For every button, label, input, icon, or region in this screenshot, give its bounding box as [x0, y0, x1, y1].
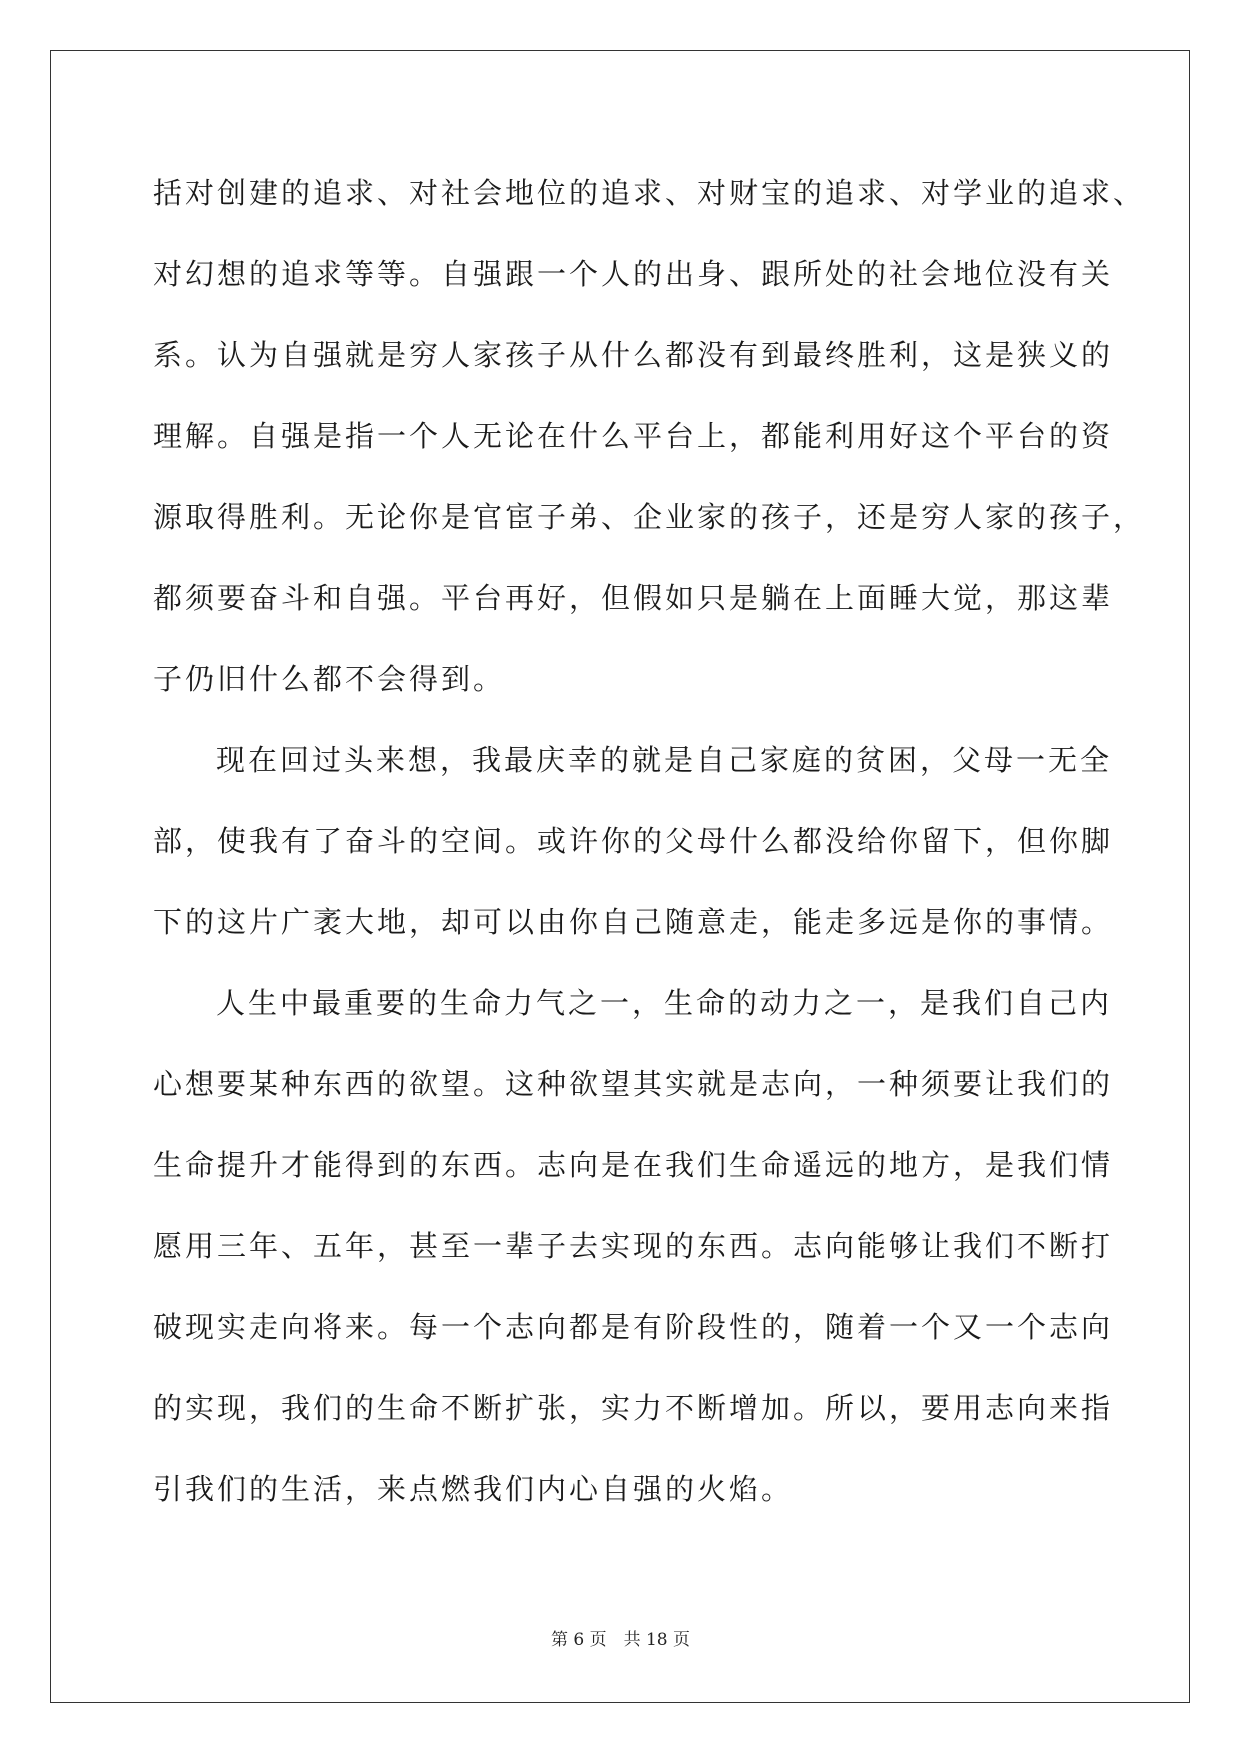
paragraph-2	[153, 732, 1114, 975]
text-line: 理解。自强是指一个人无论在什么平台上，都能利用好这个平台的资	[153, 419, 1114, 453]
text-line: 下的这片广袤大地，却可以由你自己随意走，能走多远是你的事情。	[153, 905, 1114, 939]
text-line: 人生中最重要的生命力气之一，生命的动力之一，是我们自己内	[216, 986, 1113, 1020]
paragraph-1	[153, 165, 1146, 732]
text-line: 对幻想的追求等等。自强跟一个人的出身、跟所处的社会地位没有关	[153, 257, 1114, 291]
paragraph-3	[153, 975, 1114, 1542]
text-line: 现在回过头来想，我最庆幸的就是自己家庭的贫困，父母一无全	[216, 743, 1113, 777]
page-number-footer: 第 6 页 共 18 页	[550, 1630, 691, 1650]
text-line: 部，使我有了奋斗的空间。或许你的父母什么都没给你留下，但你脚	[153, 824, 1114, 858]
text-line: 心想要某种东西的欲望。这种欲望其实就是志向，一种须要让我们的	[153, 1067, 1114, 1101]
text-line: 都须要奋斗和自强。平台再好，但假如只是躺在上面睡大觉，那这辈	[153, 581, 1114, 615]
text-line: 的实现，我们的生命不断扩张，实力不断增加。所以，要用志向来指	[153, 1391, 1114, 1425]
text-line: 破现实走向将来。每一个志向都是有阶段性的，随着一个又一个志向	[153, 1310, 1114, 1344]
text-line: 系。认为自强就是穷人家孩子从什么都没有到最终胜利，这是狭义的	[153, 338, 1114, 372]
text-line: 子仍旧什么都不会得到。	[153, 662, 506, 696]
text-line: 源取得胜利。无论你是官宦子弟、企业家的孩子，还是穷人家的孩子，	[153, 500, 1146, 534]
text-line: 生命提升才能得到的东西。志向是在我们生命遥远的地方，是我们情	[153, 1148, 1114, 1182]
text-line: 愿用三年、五年，甚至一辈子去实现的东西。志向能够让我们不断打	[153, 1229, 1114, 1263]
text-line: 括对创建的追求、对社会地位的追求、对财宝的追求、对学业的追求、	[153, 176, 1146, 210]
document-body	[153, 165, 1146, 1542]
text-line: 引我们的生活，来点燃我们内心自强的火焰。	[153, 1472, 794, 1506]
